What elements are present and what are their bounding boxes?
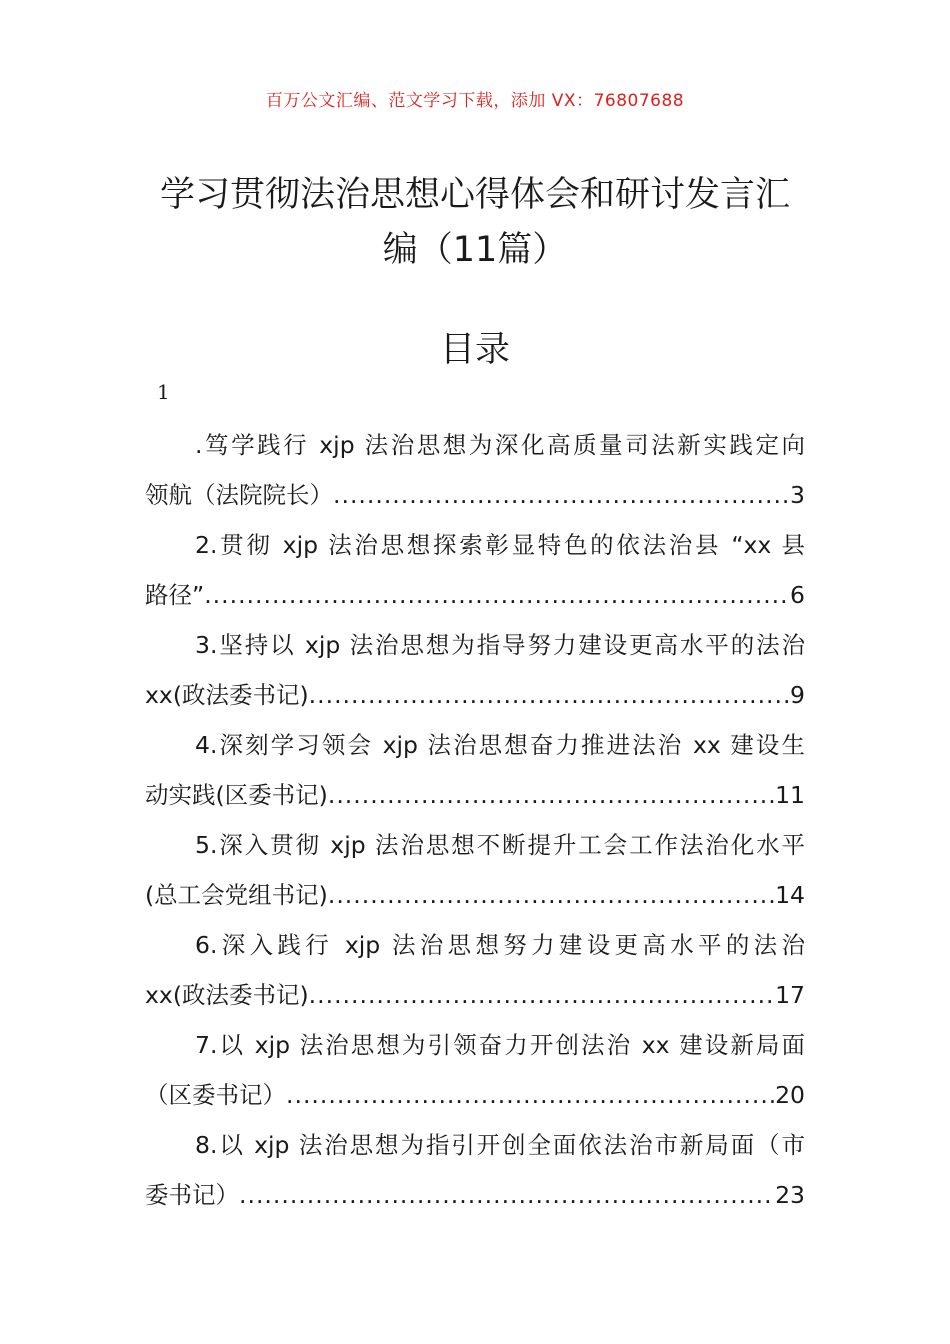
toc-entry-6[interactable] <box>145 920 805 1020</box>
toc-entry-title-cont: 动实践(区委书记) <box>145 781 328 809</box>
header-banner: 百万公文汇编、范文学习下载，添加 VX：76807688 <box>265 91 685 111</box>
document-title: 学习贯彻法治思想心得体会和研讨发言汇编（11篇） <box>159 175 790 270</box>
toc-entry-3[interactable] <box>145 620 805 720</box>
toc-page-number: 3 <box>790 481 805 509</box>
toc-page-number: 9 <box>790 681 805 709</box>
toc-leader-dots <box>328 870 775 920</box>
toc-page-number: 17 <box>775 981 805 1009</box>
toc-entry-title: 3.坚持以 xjp 法治思想为指导努力建设更高水平的法治 <box>195 631 805 659</box>
toc-entry-7[interactable] <box>145 1020 805 1120</box>
toc-entry-title: 7.以 xjp 法治思想为引领奋力开创法治 xx 建设新局面 <box>195 1031 805 1059</box>
toc-entry-title-cont: xx(政法委书记) <box>145 981 309 1009</box>
toc-leader-dots <box>333 470 790 520</box>
toc-leader-dots <box>309 670 790 720</box>
toc-entry-title: 8.以 xjp 法治思想为指引开创全面依法治市新局面（市 <box>195 1131 805 1159</box>
toc-entry-title-cont: 路径” <box>145 581 205 609</box>
toc-entry-title-cont: xx(政法委书记) <box>145 681 309 709</box>
toc-page-number: 14 <box>775 881 805 909</box>
toc-entry-title: 2.贯彻 xjp 法治思想探索彰显特色的依法治县 “xx 县 <box>195 531 805 559</box>
table-of-contents <box>145 420 805 1220</box>
toc-entry-8[interactable] <box>145 1120 805 1220</box>
toc-entry-5[interactable] <box>145 820 805 920</box>
toc-entry-title: 6.深入践行 xjp 法治思想努力建设更高水平的法治 <box>195 931 805 959</box>
toc-entry-1[interactable] <box>145 420 805 520</box>
toc-entry-title-cont: （区委书记） <box>145 1081 286 1109</box>
toc-entry-title-cont: 委书记） <box>145 1181 239 1209</box>
toc-leader-dots <box>328 770 775 820</box>
toc-entry-title: 5.深入贯彻 xjp 法治思想不断提升工会工作法治化水平 <box>195 831 805 859</box>
toc-entry-title: 4.深刻学习领会 xjp 法治思想奋力推进法治 xx 建设生 <box>195 731 805 759</box>
toc-page-number: 20 <box>775 1081 805 1109</box>
toc-leader-dots <box>239 1170 775 1220</box>
toc-entry-4[interactable] <box>145 720 805 820</box>
toc-entry-title-cont: (总工会党组书记) <box>145 881 328 909</box>
toc-page-number: 6 <box>790 581 805 609</box>
toc-page-number: 11 <box>775 781 805 809</box>
toc-entry-2[interactable] <box>145 520 805 620</box>
toc-leader-dots <box>309 970 775 1020</box>
toc-leader-dots <box>286 1070 775 1120</box>
toc-heading: 目录 <box>439 330 510 370</box>
page-number-marker: 1 <box>157 380 170 404</box>
toc-page-number: 23 <box>775 1181 805 1209</box>
toc-leader-dots <box>204 570 790 620</box>
toc-entry-title-cont: 领航（法院院长） <box>145 481 333 509</box>
toc-entry-title: .笃学践行 xjp 法治思想为深化高质量司法新实践定向 <box>195 431 805 459</box>
